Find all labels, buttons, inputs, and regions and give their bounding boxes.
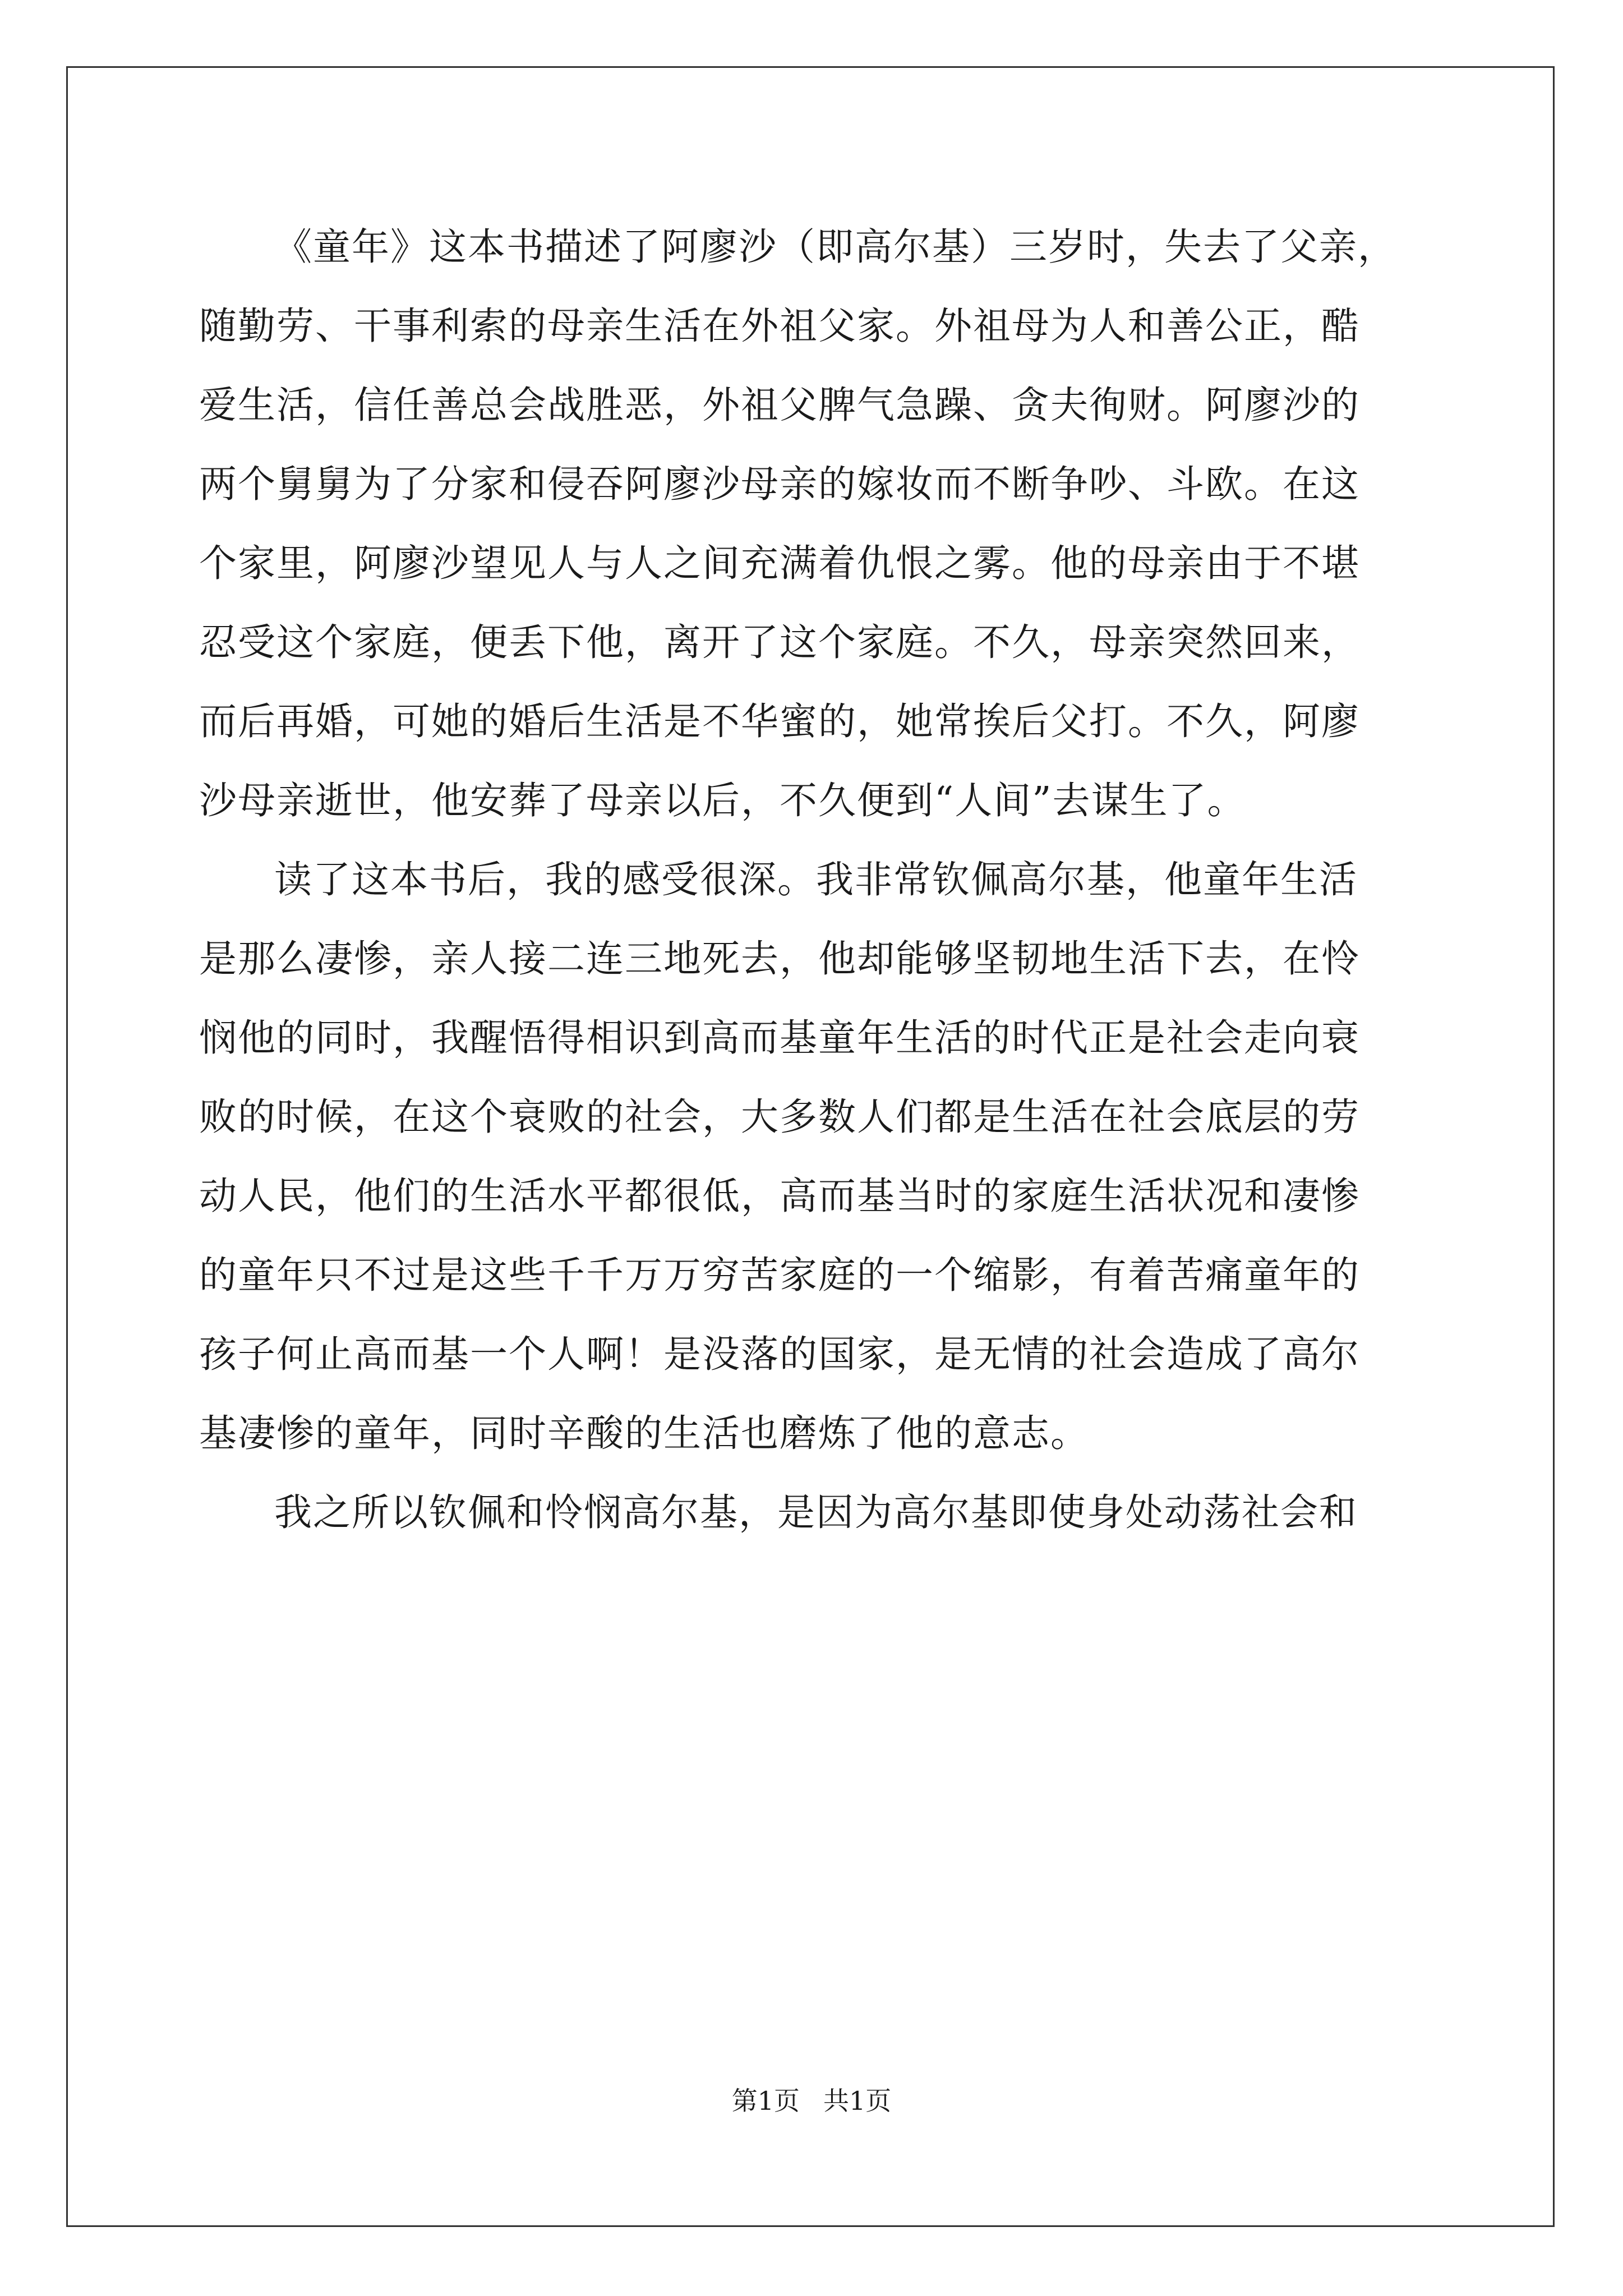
text-line: 沙母亲逝世，他安葬了母亲以后，不久便到“人间”去谋生了。 bbox=[199, 779, 1246, 822]
text-line: 基凄惨的童年，同时辛酸的生活也磨炼了他的意志。 bbox=[199, 1411, 1089, 1455]
page-total: 共1页 bbox=[823, 2086, 892, 2116]
text-line: 是那么凄惨，亲人接二连三地死去，他却能够坚韧地生活下去，在怜 bbox=[199, 937, 1360, 981]
text-line: 爱生活，信任善总会战胜恶，外祖父脾气急躁、贪夫徇财。阿廖沙的 bbox=[199, 383, 1360, 427]
text-line: 悯他的同时，我醒悟得相识到高而基童年生活的时代正是社会走向衰 bbox=[199, 1016, 1360, 1060]
text-line: 《童年》这本书描述了阿廖沙（即高尔基）三岁时，失去了父亲， bbox=[274, 225, 1396, 269]
text-line: 败的时候，在这个衰败的社会，大多数人们都是生活在社会底层的劳 bbox=[199, 1095, 1360, 1139]
text-line: 忍受这个家庭，便丢下他，离开了这个家庭。不久，母亲突然回来， bbox=[199, 620, 1360, 664]
page-footer bbox=[0, 2084, 1623, 2118]
text-line: 动人民，他们的生活水平都很低，高而基当时的家庭生活状况和凄惨 bbox=[199, 1174, 1360, 1218]
text-line: 随勤劳、干事利索的母亲生活在外祖父家。外祖母为人和善公正，酷 bbox=[199, 304, 1360, 348]
page-number: 第1页 bbox=[731, 2086, 800, 2116]
text-line: 孩子何止高而基一个人啊！是没落的国家，是无情的社会造成了高尔 bbox=[199, 1332, 1360, 1376]
text-line: 个家里，阿廖沙望见人与人之间充满着仇恨之雾。他的母亲由于不堪 bbox=[199, 541, 1360, 585]
text-line: 而后再婚，可她的婚后生活是不华蜜的，她常挨后父打。不久，阿廖 bbox=[199, 700, 1360, 743]
text-line: 读了这本书后，我的感受很深。我非常钦佩高尔基，他童年生活 bbox=[274, 858, 1358, 901]
text-line: 我之所以钦佩和怜悯高尔基，是因为高尔基即使身处动荡社会和 bbox=[274, 1490, 1358, 1534]
document-body bbox=[199, 208, 1433, 1552]
text-line: 的童年只不过是这些千千万万穷苦家庭的一个缩影，有着苦痛童年的 bbox=[199, 1253, 1360, 1297]
text-line: 两个舅舅为了分家和侵吞阿廖沙母亲的嫁妆而不断争吵、斗欧。在这 bbox=[199, 462, 1360, 506]
